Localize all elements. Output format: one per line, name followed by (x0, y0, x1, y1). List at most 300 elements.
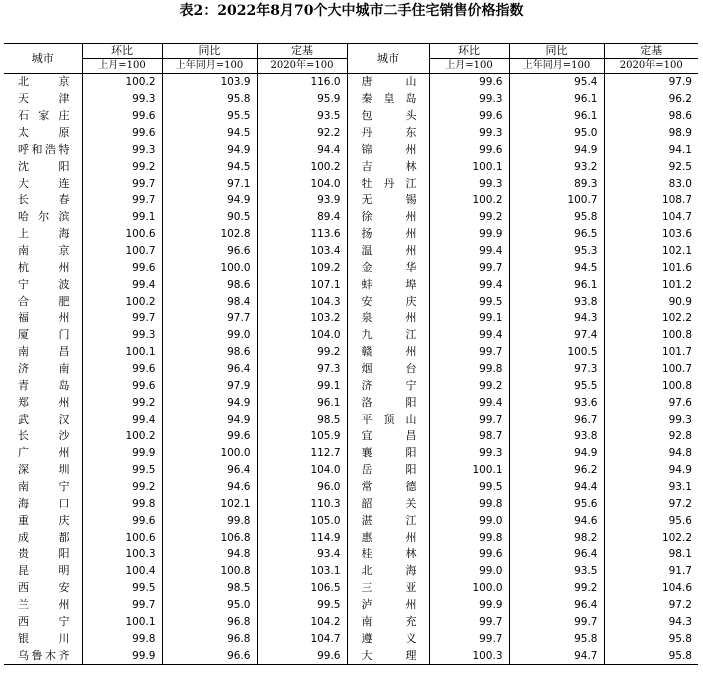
right-city-name: 岳 阳 (347, 462, 429, 479)
right-fixed-value: 97.6 (604, 394, 698, 411)
right-fixed-value: 101.2 (604, 276, 698, 293)
table-row (4, 445, 698, 462)
left-yoy-value: 99.0 (162, 327, 257, 344)
right-mom-value: 99.0 (429, 512, 509, 529)
fixed-base-left: 2020年=100 (257, 59, 347, 74)
right-fixed-value: 94.9 (604, 462, 698, 479)
left-city-name: 天 津 (18, 92, 70, 106)
left-yoy-value: 94.9 (162, 411, 257, 428)
right-mom-value: 100.1 (429, 462, 509, 479)
left-yoy-value: 98.6 (162, 344, 257, 361)
right-fixed-value: 99.3 (604, 411, 698, 428)
right-yoy-value: 100.7 (509, 192, 604, 209)
left-mom-value: 99.4 (82, 276, 162, 293)
right-fixed-value: 95.6 (604, 512, 698, 529)
table-row (4, 259, 698, 276)
right-fixed-value: 102.2 (604, 310, 698, 327)
left-fixed-value: 97.3 (257, 361, 347, 378)
right-fixed-value: 95.8 (604, 647, 698, 664)
right-yoy-value: 94.7 (509, 647, 604, 664)
right-yoy-value: 94.6 (509, 512, 604, 529)
table-row (4, 293, 698, 310)
right-yoy-value: 96.1 (509, 91, 604, 108)
right-fixed-value: 101.7 (604, 344, 698, 361)
left-yoy-value: 95.8 (162, 91, 257, 108)
right-fixed-value: 93.1 (604, 479, 698, 496)
right-mom-value: 99.8 (429, 495, 509, 512)
left-yoy-value: 94.9 (162, 192, 257, 209)
right-city-name: 徐 州 (347, 209, 429, 226)
right-fixed-value: 97.2 (604, 495, 698, 512)
left-city-name: 青 岛 (18, 378, 70, 392)
table-row (4, 479, 698, 496)
left-mom-value: 99.2 (82, 479, 162, 496)
left-fixed-value: 99.2 (257, 344, 347, 361)
left-fixed-value: 94.4 (257, 141, 347, 158)
right-yoy-value: 96.1 (509, 276, 604, 293)
left-fixed-value: 93.4 (257, 546, 347, 563)
right-mom-value: 99.1 (429, 310, 509, 327)
right-mom-value: 99.6 (429, 141, 509, 158)
left-mom-value: 100.1 (82, 614, 162, 631)
left-yoy-value: 99.8 (162, 512, 257, 529)
left-mom-value: 99.9 (82, 445, 162, 462)
right-city-name: 宜 昌 (347, 428, 429, 445)
right-yoy-value: 93.2 (509, 158, 604, 175)
right-fixed-value: 92.5 (604, 158, 698, 175)
right-mom-value: 99.9 (429, 226, 509, 243)
left-mom-value: 100.2 (82, 293, 162, 310)
table-row (4, 175, 698, 192)
left-mom-value: 99.5 (82, 462, 162, 479)
table-row (4, 580, 698, 597)
left-mom-value: 99.7 (82, 597, 162, 614)
left-yoy-value: 106.8 (162, 529, 257, 546)
left-yoy-value: 97.9 (162, 377, 257, 394)
left-city-name: 武 汉 (18, 412, 70, 426)
right-fixed-value: 91.7 (604, 563, 698, 580)
right-city-name: 常 德 (347, 479, 429, 496)
left-city-name: 深 圳 (18, 463, 70, 477)
right-city-name: 九 江 (347, 327, 429, 344)
left-fixed-value: 100.2 (257, 158, 347, 175)
left-fixed-value: 103.1 (257, 563, 347, 580)
left-city-name: 长 沙 (18, 429, 70, 443)
right-city-name: 蚌 埠 (347, 276, 429, 293)
right-city-name: 平顶山 (347, 411, 429, 428)
right-yoy-value: 95.0 (509, 125, 604, 142)
left-yoy-value: 96.6 (162, 243, 257, 260)
right-city-name: 泸 州 (347, 597, 429, 614)
right-yoy-value: 95.8 (509, 209, 604, 226)
right-mom-value: 100.1 (429, 158, 509, 175)
left-fixed-value: 99.1 (257, 377, 347, 394)
left-yoy-value: 102.8 (162, 226, 257, 243)
right-yoy-value: 94.3 (509, 310, 604, 327)
left-fixed-value: 95.9 (257, 91, 347, 108)
right-city-name: 烟 台 (347, 361, 429, 378)
price-index-table (4, 43, 698, 665)
right-fixed-value: 101.6 (604, 259, 698, 276)
right-mom-value: 99.6 (429, 108, 509, 125)
left-yoy-value: 96.6 (162, 647, 257, 664)
right-city-name: 南 充 (347, 614, 429, 631)
table-row (4, 630, 698, 647)
right-city-name: 金 华 (347, 259, 429, 276)
yoy-base-right: 上年同月=100 (509, 59, 604, 74)
left-fixed-value: 92.2 (257, 125, 347, 142)
right-mom-value: 99.2 (429, 377, 509, 394)
left-mom-value: 99.1 (82, 209, 162, 226)
table-row (4, 462, 698, 479)
right-yoy-value: 94.9 (509, 445, 604, 462)
table-row (4, 74, 698, 91)
left-city-name: 兰 州 (18, 598, 70, 612)
left-mom-value: 100.2 (82, 74, 162, 91)
right-fixed-value: 103.6 (604, 226, 698, 243)
left-mom-value: 99.6 (82, 361, 162, 378)
left-yoy-value: 96.4 (162, 361, 257, 378)
right-city-name: 扬 州 (347, 226, 429, 243)
left-fixed-value: 107.1 (257, 276, 347, 293)
right-city-name: 安 庆 (347, 293, 429, 310)
table-row (4, 108, 698, 125)
page-title: 表2：2022年8月70个大中城市二手住宅销售价格指数 (179, 3, 524, 19)
left-mom-value: 99.6 (82, 125, 162, 142)
right-city-name: 锦 州 (347, 141, 429, 158)
left-fixed-value: 109.2 (257, 259, 347, 276)
right-fixed-value: 94.3 (604, 614, 698, 631)
right-mom-value: 99.4 (429, 276, 509, 293)
left-fixed-value: 99.6 (257, 647, 347, 664)
left-city-name: 郑 州 (18, 395, 70, 409)
left-fixed-value: 106.5 (257, 580, 347, 597)
right-mom-value: 99.3 (429, 175, 509, 192)
left-city-name: 南 京 (18, 244, 70, 258)
right-city-name: 桂 林 (347, 546, 429, 563)
left-mom-value: 100.3 (82, 546, 162, 563)
table-row (4, 158, 698, 175)
left-yoy-value: 100.0 (162, 445, 257, 462)
left-yoy-value: 94.5 (162, 125, 257, 142)
table-row (4, 125, 698, 142)
right-mom-value: 98.7 (429, 428, 509, 445)
right-fixed-value: 97.2 (604, 597, 698, 614)
left-yoy-value: 94.9 (162, 394, 257, 411)
right-yoy-value: 94.4 (509, 479, 604, 496)
left-mom-value: 100.4 (82, 563, 162, 580)
table-row (4, 226, 698, 243)
left-mom-value: 99.3 (82, 327, 162, 344)
left-city-name: 海 口 (18, 496, 70, 510)
left-mom-value: 99.5 (82, 580, 162, 597)
right-mom-value: 99.8 (429, 361, 509, 378)
left-mom-value: 99.6 (82, 108, 162, 125)
table-body (4, 74, 698, 665)
left-fixed-value: 99.5 (257, 597, 347, 614)
right-mom-value: 99.3 (429, 125, 509, 142)
right-mom-value: 100.0 (429, 580, 509, 597)
table-row (4, 428, 698, 445)
mom-header-right: 环比 (429, 44, 509, 59)
right-city-name: 襄 阳 (347, 445, 429, 462)
right-city-name: 济 宁 (347, 377, 429, 394)
left-yoy-value: 103.9 (162, 74, 257, 91)
left-city-name: 长 春 (18, 193, 70, 207)
left-city-name: 厦 门 (18, 328, 70, 342)
left-yoy-value: 95.0 (162, 597, 257, 614)
right-city-name: 洛 阳 (347, 394, 429, 411)
left-city-name: 太 原 (18, 126, 70, 139)
right-yoy-value: 93.5 (509, 563, 604, 580)
left-mom-value: 99.8 (82, 495, 162, 512)
mom-header-left: 环比 (82, 44, 162, 59)
table-row (4, 394, 698, 411)
right-yoy-value: 94.5 (509, 259, 604, 276)
left-mom-value: 100.6 (82, 226, 162, 243)
left-fixed-value: 103.2 (257, 310, 347, 327)
right-fixed-value: 94.1 (604, 141, 698, 158)
right-fixed-value: 108.7 (604, 192, 698, 209)
right-fixed-value: 98.6 (604, 108, 698, 125)
table-row (4, 563, 698, 580)
left-yoy-value: 97.1 (162, 175, 257, 192)
table-row (4, 377, 698, 394)
left-yoy-value: 96.4 (162, 462, 257, 479)
left-fixed-value: 104.7 (257, 630, 347, 647)
right-yoy-value: 93.6 (509, 394, 604, 411)
right-city-name: 无 锡 (347, 192, 429, 209)
right-yoy-value: 96.1 (509, 108, 604, 125)
right-yoy-value: 96.4 (509, 597, 604, 614)
right-fixed-value: 100.8 (604, 327, 698, 344)
left-mom-value: 100.7 (82, 243, 162, 260)
left-yoy-value: 98.6 (162, 276, 257, 293)
left-city-name: 北 京 (18, 75, 70, 89)
right-city-name: 包 头 (347, 108, 429, 125)
left-fixed-value: 104.0 (257, 327, 347, 344)
left-city-name: 合 肥 (18, 294, 70, 308)
left-mom-value: 100.6 (82, 529, 162, 546)
right-fixed-value: 98.1 (604, 546, 698, 563)
right-mom-value: 99.4 (429, 243, 509, 260)
left-mom-value: 99.6 (82, 377, 162, 394)
left-fixed-value: 103.4 (257, 243, 347, 260)
right-mom-value: 99.7 (429, 344, 509, 361)
right-yoy-value: 98.2 (509, 529, 604, 546)
right-mom-value: 99.5 (429, 479, 509, 496)
right-fixed-value: 94.8 (604, 445, 698, 462)
table-row (4, 361, 698, 378)
right-yoy-value: 96.7 (509, 411, 604, 428)
left-yoy-value: 97.7 (162, 310, 257, 327)
right-fixed-value: 100.8 (604, 377, 698, 394)
left-city-name: 南 昌 (18, 345, 70, 359)
right-city-name: 温 州 (347, 243, 429, 260)
right-city-name: 大 理 (347, 647, 429, 664)
left-yoy-value: 94.8 (162, 546, 257, 563)
right-fixed-value: 96.2 (604, 91, 698, 108)
left-city-name: 济 南 (18, 362, 70, 376)
table-row (4, 344, 698, 361)
left-yoy-value: 98.4 (162, 293, 257, 310)
left-city-name: 福 州 (18, 311, 70, 325)
right-city-name: 惠 州 (347, 529, 429, 546)
table-row (4, 512, 698, 529)
fixed-header-right: 定基 (604, 44, 698, 59)
mom-base-left: 上月=100 (82, 59, 162, 74)
mom-base-right: 上月=100 (429, 59, 509, 74)
right-mom-value: 99.6 (429, 546, 509, 563)
right-yoy-value: 96.5 (509, 226, 604, 243)
right-city-name: 北 海 (347, 563, 429, 580)
right-yoy-value: 100.5 (509, 344, 604, 361)
left-fixed-value: 113.6 (257, 226, 347, 243)
right-city-name: 秦皇岛 (347, 91, 429, 108)
left-fixed-value: 104.0 (257, 175, 347, 192)
right-yoy-value: 96.2 (509, 462, 604, 479)
right-yoy-value: 95.4 (509, 74, 604, 91)
right-mom-value: 99.4 (429, 327, 509, 344)
left-city-name: 南 宁 (18, 480, 70, 494)
left-fixed-value: 116.0 (257, 74, 347, 91)
left-yoy-value: 99.6 (162, 428, 257, 445)
yoy-base-left: 上年同月=100 (162, 59, 257, 74)
left-mom-value: 99.6 (82, 259, 162, 276)
left-yoy-value: 95.5 (162, 108, 257, 125)
left-fixed-value: 112.7 (257, 445, 347, 462)
right-city-name: 三 亚 (347, 580, 429, 597)
fixed-base-right: 2020年=100 (604, 59, 698, 74)
left-fixed-value: 104.2 (257, 614, 347, 631)
right-yoy-value: 99.2 (509, 580, 604, 597)
left-fixed-value: 110.3 (257, 495, 347, 512)
left-city-name: 乌鲁木齐 (4, 647, 82, 664)
right-city-name: 泉 州 (347, 310, 429, 327)
table-row (4, 192, 698, 209)
left-mom-value: 99.7 (82, 192, 162, 209)
left-yoy-value: 96.8 (162, 630, 257, 647)
right-fixed-value: 100.7 (604, 361, 698, 378)
table-row (4, 209, 698, 226)
left-fixed-value: 93.9 (257, 192, 347, 209)
left-mom-value: 99.6 (82, 512, 162, 529)
left-city-name: 呼和浩特 (18, 142, 70, 156)
left-yoy-value: 100.0 (162, 259, 257, 276)
right-yoy-value: 97.3 (509, 361, 604, 378)
right-city-name: 丹 东 (347, 125, 429, 142)
right-mom-value: 100.2 (429, 192, 509, 209)
left-fixed-value: 98.5 (257, 411, 347, 428)
left-fixed-value: 89.4 (257, 209, 347, 226)
left-mom-value: 99.3 (82, 141, 162, 158)
left-fixed-value: 96.0 (257, 479, 347, 496)
right-mom-value: 99.7 (429, 614, 509, 631)
right-yoy-value: 95.8 (509, 630, 604, 647)
left-mom-value: 99.2 (82, 158, 162, 175)
left-mom-value: 99.8 (82, 630, 162, 647)
right-fixed-value: 90.9 (604, 293, 698, 310)
left-mom-value: 99.7 (82, 310, 162, 327)
table-row (4, 310, 698, 327)
left-yoy-value: 100.8 (162, 563, 257, 580)
left-city-name: 贵 阳 (18, 547, 70, 561)
right-yoy-value: 93.8 (509, 428, 604, 445)
left-yoy-value: 94.5 (162, 158, 257, 175)
left-yoy-value: 94.9 (162, 141, 257, 158)
right-mom-value: 99.0 (429, 563, 509, 580)
right-mom-value: 99.6 (429, 74, 509, 91)
left-city-name: 昆 明 (18, 564, 70, 578)
left-mom-value: 100.2 (82, 428, 162, 445)
yoy-header-left: 同比 (162, 44, 257, 59)
left-fixed-value: 105.9 (257, 428, 347, 445)
left-city-name: 成 都 (18, 530, 70, 544)
right-fixed-value: 104.6 (604, 580, 698, 597)
right-mom-value: 99.8 (429, 529, 509, 546)
left-city-name: 石家庄 (18, 109, 70, 123)
city-header-left: 城市 (4, 44, 82, 74)
left-fixed-value: 114.9 (257, 529, 347, 546)
left-fixed-value: 105.0 (257, 512, 347, 529)
table-row (4, 529, 698, 546)
left-fixed-value: 93.5 (257, 108, 347, 125)
left-yoy-value: 96.8 (162, 614, 257, 631)
left-city-name: 上 海 (18, 227, 70, 241)
left-fixed-value: 96.1 (257, 394, 347, 411)
left-mom-value: 99.3 (82, 91, 162, 108)
city-header-right: 城市 (347, 44, 429, 74)
right-yoy-value: 89.3 (509, 175, 604, 192)
table-row (4, 327, 698, 344)
yoy-header-right: 同比 (509, 44, 604, 59)
right-mom-value: 99.7 (429, 630, 509, 647)
left-yoy-value: 90.5 (162, 209, 257, 226)
table-row (4, 411, 698, 428)
right-city-name: 赣 州 (347, 344, 429, 361)
right-fixed-value: 98.9 (604, 125, 698, 142)
right-fixed-value: 97.9 (604, 74, 698, 91)
left-yoy-value: 94.6 (162, 479, 257, 496)
right-mom-value: 99.2 (429, 209, 509, 226)
left-city-name: 宁 波 (18, 277, 70, 291)
left-mom-value: 99.9 (82, 647, 162, 664)
right-fixed-value: 102.2 (604, 529, 698, 546)
right-mom-value: 99.4 (429, 394, 509, 411)
left-mom-value: 99.4 (82, 411, 162, 428)
left-city-name: 哈尔滨 (18, 210, 70, 224)
table-row (4, 243, 698, 260)
right-city-name: 湛 江 (347, 512, 429, 529)
left-mom-value: 100.1 (82, 344, 162, 361)
left-city-name: 大 连 (18, 176, 70, 190)
right-fixed-value: 104.7 (604, 209, 698, 226)
right-fixed-value: 92.8 (604, 428, 698, 445)
left-city-name: 重 庆 (18, 513, 70, 527)
table-row (4, 597, 698, 614)
right-yoy-value: 94.9 (509, 141, 604, 158)
right-fixed-value: 95.8 (604, 630, 698, 647)
left-mom-value: 99.7 (82, 175, 162, 192)
right-mom-value: 99.7 (429, 411, 509, 428)
right-mom-value: 99.5 (429, 293, 509, 310)
right-mom-value: 99.9 (429, 597, 509, 614)
left-yoy-value: 102.1 (162, 495, 257, 512)
left-city-name: 广 州 (18, 446, 70, 460)
right-yoy-value: 95.6 (509, 495, 604, 512)
right-city-name: 遵 义 (347, 630, 429, 647)
left-city-name: 杭 州 (18, 260, 70, 274)
